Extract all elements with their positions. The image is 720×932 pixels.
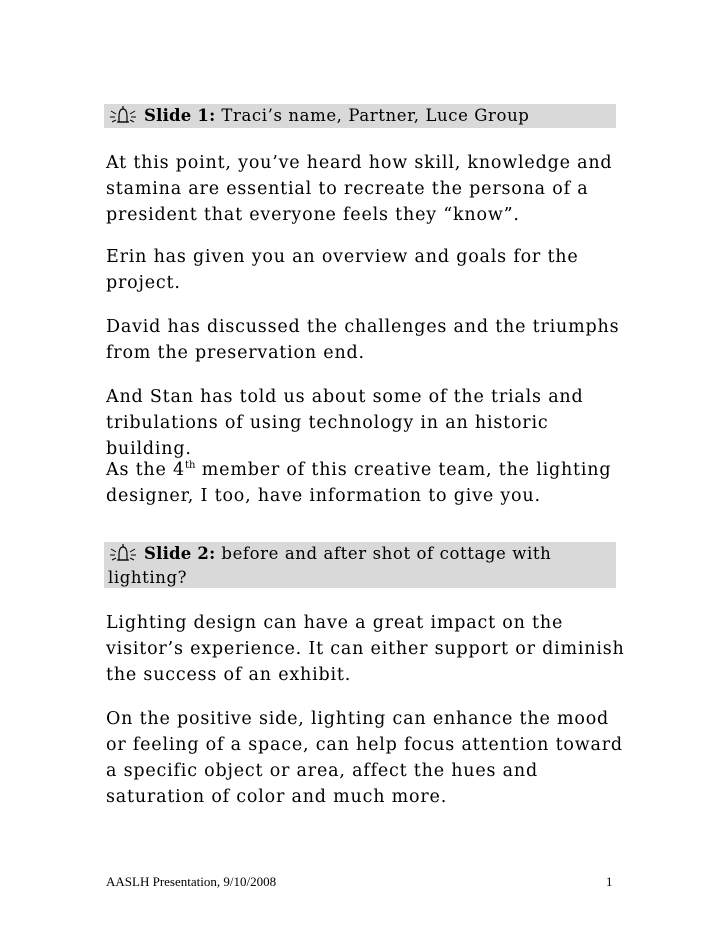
paragraph-skill-knowledge: At this point, you’ve heard how skill, knowledge and stamina are essential to recreate the persona of a president that everyone feels they “know”. [106,153,613,225]
slide-2-description: before and after shot of cottage with lighting? [108,544,552,587]
bell-icon [108,543,138,563]
paragraph-positive-side: On the positive side, lighting can enhance the mood or feeling of a space, can help focus attention toward a specific object or area, affect the hues and saturation of color and much more. [106,709,623,807]
paragraph-lighting-designer [106,453,626,509]
slide-2-label: Slide 2: [144,544,216,563]
paragraph-lighting-designer-end: member of this creative team, the lighting designer, I too, have information to give you. [106,460,612,506]
bell-icon [108,105,138,125]
slide-1-description: Traci’s name, Partner, Luce Group [221,106,530,125]
footer-page-number: 1 [606,874,613,889]
ordinal-suffix: th [184,460,196,471]
paragraph-david-preservation: David has discussed the challenges and the triumphs from the preservation end. [106,317,620,363]
footer-presentation-info: AASLH Presentation, 9/10/2008 [106,874,277,889]
slide-1-label: Slide 1: [144,106,216,125]
slide-2-heading [104,542,616,588]
paragraph-lighting-designer-start: As the 4 [106,460,185,480]
slide-1-heading [104,104,616,128]
paragraph-stan-technology: And Stan has told us about some of the trials and tribulations of using technology in an historic building. [106,387,584,459]
paragraph-lighting-impact: Lighting design can have a great impact on the visitor’s experience. It can either support or diminish the success of an exhibit. [106,613,625,685]
paragraph-erin-overview: Erin has given you an overview and goals for the project. [106,247,579,293]
